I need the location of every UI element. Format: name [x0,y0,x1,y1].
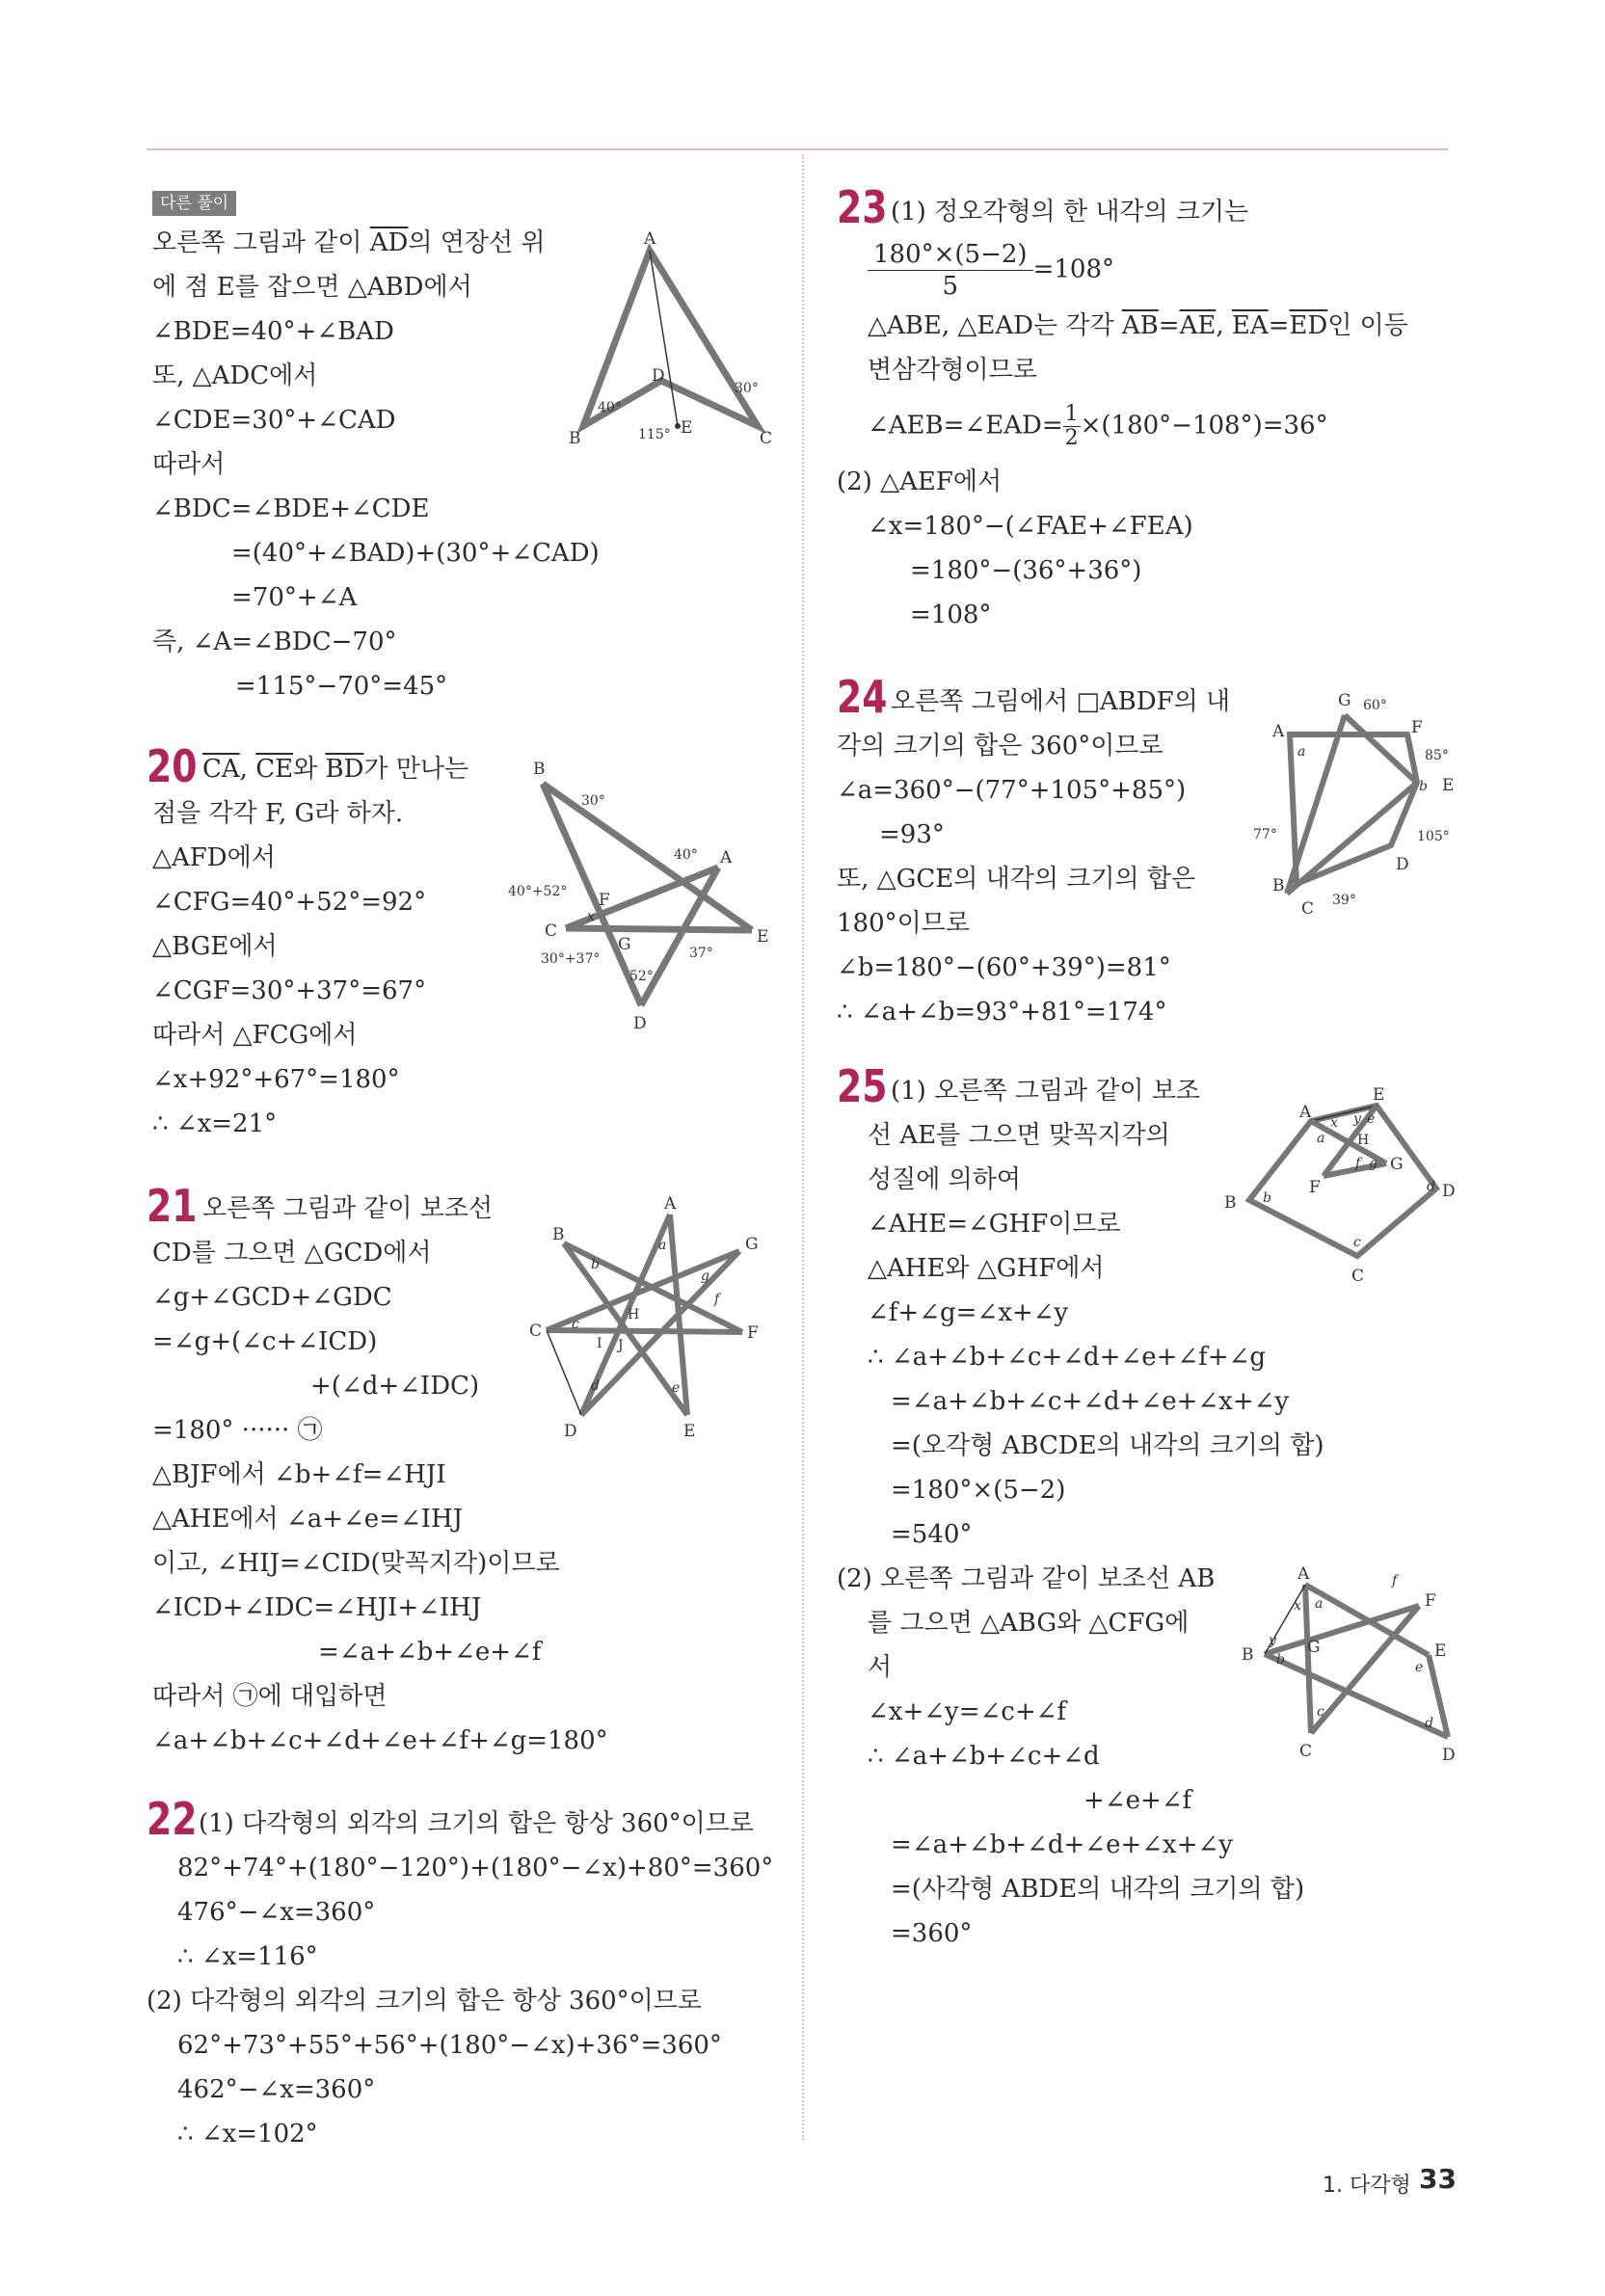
text-line: =93° [879,820,945,849]
label-B: B [1224,1193,1237,1213]
text-line: △BJF에서 ∠b+∠f=∠HJI [152,1460,446,1489]
page-number: 33 [1419,2163,1457,2195]
text-line: $\overline{CA}$, $\overline{CE}$와 $\overline{BD}$가 만나는 [202,755,469,784]
label-E: E [683,1422,696,1441]
text-line: 따라서 [152,450,226,479]
text-line: +(∠d+∠IDC) [310,1372,480,1401]
label-G: G [1338,691,1351,710]
text-line: =∠g+(∠c+∠ICD) [152,1327,378,1356]
angle-37: 37° [689,946,713,961]
text-line: (2) 오른쪽 그림과 같이 보조선 AB [837,1564,1216,1593]
text-line: △BGE에서 [152,932,278,961]
label-D: D [1396,855,1409,874]
figure-25-2 [1236,1563,1467,1775]
label-H: H [628,1307,640,1322]
text-line: ∴ ∠a+∠b+∠c+∠d+∠e+∠f+∠g [868,1343,1267,1372]
angle-f: f [1392,1573,1398,1589]
angle-52: 52° [629,969,654,984]
label-A: A [720,848,733,868]
angle-85: 85° [1425,748,1449,763]
other-solution-badge: 다른 풀이 [152,191,236,216]
text-line: 이고, ∠HIJ=∠CID(맞꼭지각)이므로 [152,1549,560,1578]
text-line: =∠a+∠b+∠e+∠f [318,1638,542,1667]
angle-40-plus-52: 40°+52° [508,884,568,899]
angle-105: 105° [1417,829,1450,844]
label-A: A [1299,1103,1312,1122]
text-line: ∴ ∠a+∠b=93°+81°=174° [837,998,1167,1027]
angle-c: c [1317,1704,1324,1720]
text-line: ∠f+∠g=∠x+∠y [868,1298,1069,1327]
text-line: ∠a=360°−(77°+105°+85°) [837,776,1187,805]
angle-a: a [1315,1596,1324,1612]
text-line: ∠a+∠b+∠c+∠d+∠e+∠f+∠g=180° [152,1726,608,1755]
text-line: ∠CGF=30°+37°=67° [152,976,427,1005]
text-line: 462°−∠x=360° [177,2075,376,2104]
label-C: C [545,921,558,941]
angle-x: x [587,909,595,924]
text-line: ∠x=180°−(∠FAE+∠FEA) [868,512,1193,541]
angle-y: y [1353,1111,1361,1127]
text-line: 오른쪽 그림과 같이 보조선 [202,1194,494,1223]
text-line: 따라서 △FCG에서 [152,1021,358,1050]
figure-21 [525,1195,776,1446]
angle-77: 77° [1253,827,1277,842]
text-line: ∴ ∠x=21° [152,1109,278,1138]
angle-g: g [701,1268,709,1284]
text-line: ∠ICD+∠IDC=∠HJI+∠IHJ [152,1593,482,1622]
angle-e: e [1415,1660,1424,1675]
fraction: $\frac{180^\circ\times(5-2)}{5}$ [868,239,1033,302]
text-line: ∠CDE=30°+∠CAD [152,406,396,435]
label-G: G [745,1235,759,1254]
text-line: (1) 오른쪽 그림과 같이 보조 [891,1077,1201,1106]
angle-a: a [658,1238,667,1253]
label-D: D [564,1422,577,1441]
text-line: 성질에 의하여 [868,1165,1021,1194]
label-A: A [1272,722,1285,741]
column-divider [802,154,804,2140]
label-D: D [1442,1182,1456,1201]
text-line: (1) 다각형의 외각의 크기의 합은 항상 360°이므로 [199,1809,755,1838]
text-line: ∠BDC=∠BDE+∠CDE [152,494,430,523]
figure-20 [506,757,776,1036]
label-C: C [1351,1267,1365,1286]
label-E: E [1442,776,1455,795]
text-line: (2) △AEF에서 [837,467,1003,496]
fraction: $\frac{1}{2}$ [1064,402,1079,450]
text-line: 따라서 ㉠에 대입하면 [152,1682,388,1711]
text-line: ∠x+∠y=∠c+∠f [868,1697,1067,1726]
label-B: B [552,1225,565,1244]
text-line: 또, △ADC에서 [152,361,318,390]
problem-number-22: 22 [147,1793,198,1845]
text-line: ∠g+∠GCD+∠GDC [152,1283,392,1312]
label-H: H [1357,1133,1370,1148]
text-line: 62°+73°+55°+56°+(180°−∠x)+36°=360° [177,2031,722,2060]
label-A: A [1297,1564,1310,1584]
angle-40: 40° [674,847,698,863]
angle-60: 60° [1363,698,1387,713]
label-C: C [760,429,773,448]
fraction-line: $\frac{180^\circ\times(5-2)}{5}$ =108° [868,239,1114,302]
text-line: ∴ ∠x=102° [177,2120,318,2149]
text-line: (2) 다각형의 외각의 크기의 합은 항상 360°이므로 [147,1987,703,2016]
text-line: 에 점 E를 잡으면 △ABD에서 [152,273,472,302]
label-B: B [1242,1645,1254,1665]
text-line: 또, △GCE의 내각의 크기의 합은 [837,865,1196,894]
text-line: 서 [868,1653,893,1682]
angle-39: 39° [1332,893,1356,908]
angle-y: y [1269,1633,1276,1648]
label-C: C [529,1322,543,1341]
text-line: 를 그으면 △ABG와 △CFG에 [868,1609,1190,1638]
problem-number-25: 25 [837,1060,888,1112]
label-B: B [533,760,546,779]
problem-number-20: 20 [147,740,198,792]
label-F: F [1309,1178,1321,1197]
text-line: △AHE에서 ∠a+∠e=∠IHJ [152,1505,464,1534]
text-line: ∠x+92°+67°=180° [152,1065,400,1094]
angle-b: b [1276,1652,1285,1668]
text-line: ∠CFG=40°+52°=92° [152,888,427,917]
angle-30: 30° [735,381,759,396]
text-line: 점을 각각 F, G라 하자. [152,799,404,828]
angle-40: 40° [598,400,622,415]
text-line: 변삼각형이므로 [868,356,1037,385]
angle-d: d [1425,1716,1433,1731]
problem-number-23: 23 [837,181,888,233]
angle-30-plus-37: 30°+37° [541,951,601,967]
label-B: B [1272,876,1285,895]
angle-d: d [591,1378,600,1394]
angle-a: a [1297,744,1306,760]
chapter-label: 1. 다각형 [1323,2174,1411,2198]
text-line: =180° ······ ㉠ [152,1416,323,1445]
angle-115: 115° [638,427,671,442]
text-line: CD를 그으면 △GCD에서 [152,1239,432,1268]
text-line: =115°−70°=45° [235,672,448,701]
label-B: B [569,429,581,448]
text-line: △ABE, △EAD는 각각 $\overline{AB}=\overline{AE}$, $\overline{EA}=\overline{ED}$인 이등 [868,311,1408,340]
problem-number-24: 24 [837,671,888,723]
text-line: ∠BDE=40°+∠BAD [152,317,394,346]
angle-g: g [1369,1156,1378,1171]
angle-e: e [672,1380,681,1396]
text-line: =(40°+∠BAD)+(30°+∠CAD) [231,539,600,568]
text-line: =180°×(5−2) [891,1476,1066,1505]
label-E: E [757,927,769,947]
label-D: D [652,366,665,386]
angle-c: c [1353,1235,1361,1250]
text-line: 즉, ∠A=∠BDC−70° [152,627,397,656]
text-line: 각의 크기의 합은 360°이므로 [837,732,1164,761]
text-line: +∠e+∠f [1083,1786,1192,1815]
text-line: =70°+∠A [231,583,358,612]
text-line: =∠a+∠b+∠d+∠e+∠x+∠y [891,1830,1233,1859]
text-line: ∴ ∠a+∠b+∠c+∠d [868,1742,1100,1771]
text-line: ∠b=180°−(60°+39°)=81° [837,953,1171,982]
text-line: 오른쪽 그림에서 □ABDF의 내 [891,687,1231,716]
label-C: C [1299,1742,1313,1761]
angle-f: f [714,1292,720,1307]
top-rule [147,148,1448,150]
text-line: △AFD에서 [152,843,276,872]
label-G: G [1390,1155,1404,1174]
text-line: =360° [891,1919,973,1948]
text-line: =108° [910,601,992,629]
label-C: C [1301,899,1315,919]
angle-b: b [1419,779,1428,794]
label-E: E [1373,1085,1385,1105]
figure-24 [1253,686,1465,918]
figure-25-1 [1222,1084,1463,1296]
text-line: =180°−(36°+36°) [910,556,1142,585]
label-G: G [1307,1638,1321,1657]
angle-b: b [591,1257,600,1272]
label-F: F [1411,718,1423,737]
figure-19 [569,227,781,458]
text-line: ∠AHE=∠GHF이므로 [868,1210,1121,1239]
text-line: ∴ ∠x=116° [177,1942,318,1971]
label-F: F [599,891,610,910]
text-line: △AHE와 △GHF에서 [868,1254,1105,1283]
label-I: I [597,1336,602,1351]
label-E: E [1434,1642,1447,1661]
label-A: A [664,1194,677,1214]
text-line: =∠a+∠b+∠c+∠d+∠e+∠x+∠y [891,1387,1290,1416]
text-line: =(오각형 ABCDE의 내각의 크기의 합) [891,1431,1324,1460]
angle-e: e [1367,1111,1376,1127]
angle-a: a [1317,1131,1325,1146]
text-line: =540° [891,1520,973,1549]
text-line: 180°이므로 [837,909,970,938]
angle-30: 30° [581,793,605,809]
label-J: J [618,1338,624,1353]
text-line: 선 AE를 그으면 맞꼭지각의 [868,1121,1170,1150]
text-line: (1) 정오각형의 한 내각의 크기는 [891,198,1249,227]
angle-x: x [1330,1115,1338,1131]
label-E: E [681,418,693,438]
angle-x: x [1294,1598,1301,1614]
angle-d: d [1427,1179,1435,1194]
text-line: =(사각형 ABDE의 내각의 크기의 합) [891,1875,1305,1904]
angle-f: f [1355,1156,1361,1171]
angle-b: b [1263,1190,1271,1206]
label-F: F [1425,1591,1436,1611]
label-G: G [618,935,631,954]
label-D: D [633,1014,647,1033]
angle-c: c [572,1317,579,1332]
text-line: 오른쪽 그림과 같이 $\overline{AD}$의 연장선 위 [152,228,546,257]
fraction-line: ∠AEB=∠EAD= $\frac{1}{2}$ ×(180°−108°)=36° [868,402,1328,450]
label-D: D [1442,1746,1456,1765]
label-F: F [747,1323,759,1343]
text-line: 82°+74°+(180°−120°)+(180°−∠x)+80°=360° [177,1854,774,1882]
problem-number-21: 21 [147,1180,198,1232]
label-A: A [644,229,656,249]
text-line: 476°−∠x=360° [177,1898,376,1927]
